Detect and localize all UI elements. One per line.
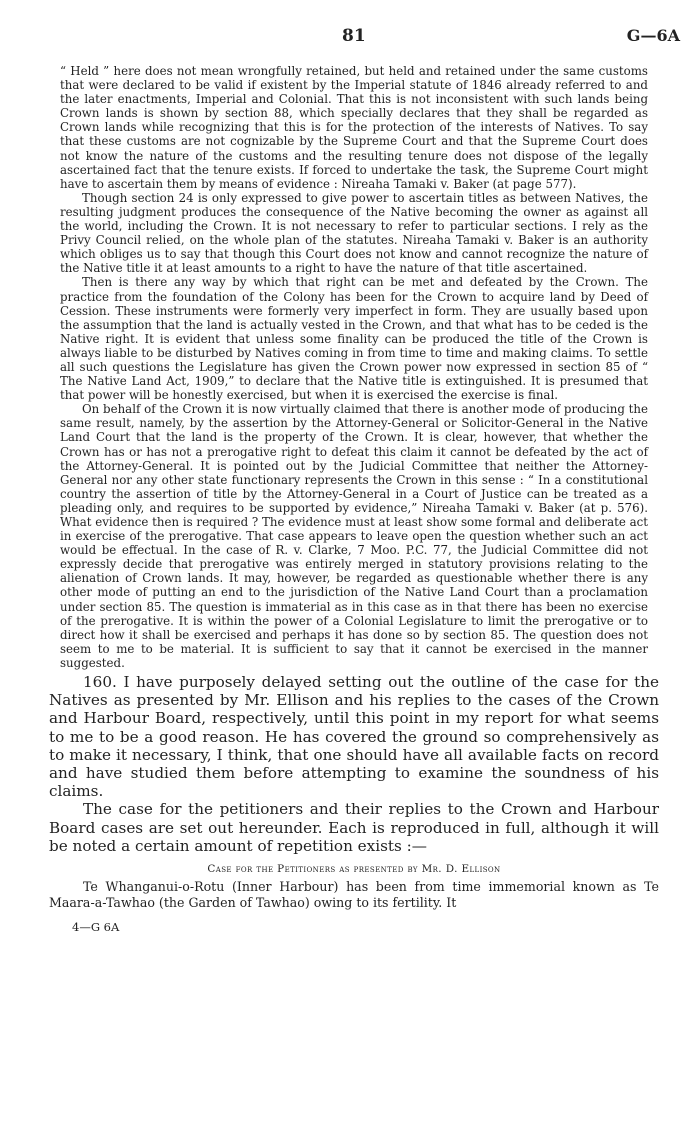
page-content <box>49 64 659 935</box>
paragraph: The case for the petitioners and their replies to the Crown and Harbour Board cases are set out hereunder. Each is reproduced in full, although it will be noted a certain amount of repetition exists :— <box>49 800 659 855</box>
report-section <box>49 673 659 855</box>
paragraph: “ Held ” here does not mean wrongfully retained, but held and retained under the same customs that were declared to be valid if existent by the Imperial statute of 1846 already referred to and the later enactments, Imperial and Colonial. That this is not inconsistent with such lands being Crown lands is shown by section 88, which specially declares that they shall be regarded as Crown lands while recognizing that this is for the protection of the interests of Natives. To say that these customs are not cognizable by the Supreme Court and that the Supreme Court does not know the nature of the customs and the resulting tenure does not dispose of the legally ascertained fact that the tenure exists. If forced to undertake the task, the Supreme Court might have to ascertain them by means of evidence : Nireaha Tamaki v. Baker (at page 577). <box>60 64 648 191</box>
paragraph-160: 160. I have purposely delayed setting out the outline of the case for the Natives as presented by Mr. Ellison and his replies to the cases of the Crown and Harbour Board, respectively, until this point in my report for what seems to me to be a good reason. He has covered the ground so comprehensively as to make it necessary, I think, that one should have all available facts on record and have studied them before attempting to examine the soundness of his claims. <box>49 673 659 801</box>
section-heading: Case for the Petitioners as presented by Mr. D. Ellison <box>207 863 501 876</box>
page-header <box>0 26 700 48</box>
paragraph: Te Whanganui-o-Rotu (Inner Harbour) has been from time immemorial known as Te Maara-a-Tawhao (the Garden of Tawhao) owing to its fertility. It <box>49 879 659 910</box>
paragraph: On behalf of the Crown it is now virtually claimed that there is another mode of producing the same result, namely, by the assertion by the Attorney-General or Solicitor-General in the Native Land Court that the land is the property of the Crown. It is clear, however, that whether the Crown has or has not a prerogative right to defeat this claim it cannot be defeated by the act of the Attorney-General. It is pointed out by the Judicial Committee that neither the Attorney-General nor any other state functionary represents the Crown in this sense : “ In a constitutional country the assertion of title by the Attorney-General in a Court of Justice can be treated as a pleading only, and requires to be supported by evidence,” Nireaha Tamaki v. Baker (at p. 576). What evidence then is required ? The evidence must at least show some formal and deliberate act in exercise of the prerogative. That case appears to leave open the question whether such an act would be effectual. In the case of R. v. Clarke, 7 Moo. P.C. 77, the Judicial Committee did not expressly decide that prerogative was entirely merged in statutory provisions relating to the alienation of Crown lands. It may, however, be regarded as questionable whether there is any other mode of putting an end to the jurisdiction of the Native Land Court than a proclamation under section 85. The question is immaterial as in this case as in that there has been no exercise of the prerogative. It is within the power of a Colonial Legislature to limit the prerogative or to direct how it shall be exercised and perhaps it has done so by section 85. The question does not seem to me to be material. It is sufficient to say that it cannot be exercised in the manner suggested. <box>60 402 648 670</box>
paragraph: Though section 24 is only expressed to give power to ascertain titles as between Natives, the resulting judgment produces the consequence of the Native becoming the owner as against all the world, including the Crown. It is not necessary to refer to particular sections. I rely as the Privy Council relied, on the whole plan of the statutes. Nireaha Tamaki v. Baker is an authority which obliges us to say that though this Court does not know and cannot recognize the nature of the Native title it at least amounts to a right to have the nature of that title ascertained. <box>60 190 648 276</box>
page-number: 81 <box>342 26 366 46</box>
document-code: G—6A <box>626 26 680 45</box>
footer-signature: 4—G 6A <box>72 920 120 935</box>
judgment-quotation <box>60 64 648 670</box>
petitioners-case <box>49 879 659 910</box>
paragraph: Then is there any way by which that right can be met and defeated by the Crown. The practice from the foundation of the Colony has been for the Crown to acquire land by Deed of Cession. These instruments were formerly very imperfect in form. They are usually based upon the assumption that the land is actually vested in the Crown, and that what has to be ceded is the Native right. It is evident that unless some finality can be produced the title of the Crown is always liable to be disturbed by Natives coming in from time to time and making claims. To settle all such questions the Legislature has given the Crown power now expressed in section 85 of “ The Native Land Act, 1909,” to declare that the Native title is extinguished. It is presumed that that power will be honestly exercised, but when it is exercised the exercise is final. <box>60 275 648 403</box>
